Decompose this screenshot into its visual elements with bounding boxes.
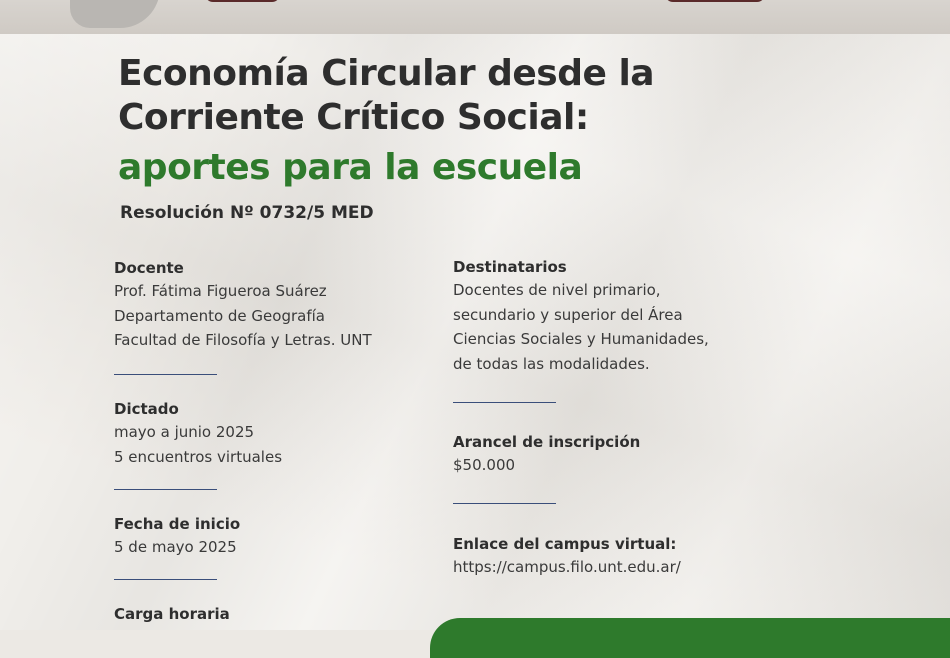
page-title (118, 52, 654, 140)
destinatarios-line: secundario y superior del Área (453, 305, 683, 324)
campus-link[interactable]: https://campus.filo.unt.edu.ar/ (453, 558, 681, 576)
arancel-section (453, 431, 793, 478)
header-photo (0, 0, 950, 34)
dictado-label: Dictado (114, 400, 179, 418)
divider (114, 374, 217, 375)
resolution-number: Resolución Nº 0732/5 MED (120, 203, 374, 223)
destinatarios-label: Destinatarios (453, 258, 567, 276)
fecha-inicio-label: Fecha de inicio (114, 515, 241, 533)
fecha-inicio-line: 5 de mayo 2025 (114, 538, 237, 556)
dictado-section (114, 398, 454, 469)
divider (114, 579, 217, 580)
docente-section (114, 257, 454, 353)
docente-label: Docente (114, 259, 184, 277)
destinatarios-line: Docentes de nivel primario, (453, 281, 661, 299)
green-footer-shape (430, 618, 950, 658)
dictado-line: mayo a junio 2025 (114, 423, 255, 441)
arancel-value: $50.000 (453, 456, 516, 474)
carga-horaria-section (114, 603, 454, 625)
arancel-label: Arancel de inscripción (453, 433, 641, 451)
docente-line: Facultad de Filosofía y Letras. UNT (114, 331, 372, 349)
carga-horaria-label: Carga horaria (114, 605, 230, 623)
title-line-1: Economía Circular desde la (118, 53, 655, 94)
fecha-inicio-section (114, 513, 454, 560)
photo-cup-right (665, 0, 765, 2)
divider (114, 489, 217, 490)
docente-line: Prof. Fátima Figueroa Suárez (114, 282, 327, 300)
destinatarios-section (453, 256, 793, 376)
photo-cup-left (205, 0, 280, 2)
divider (453, 402, 556, 403)
docente-line: Departamento de Geografía (114, 306, 325, 325)
photo-hand-shape (70, 0, 160, 28)
enlace-label: Enlace del campus virtual: (453, 535, 677, 553)
title-line-2: Corriente Crítico Social: (118, 97, 589, 138)
page-subtitle: aportes para la escuela (118, 147, 583, 188)
enlace-section (453, 533, 793, 580)
destinatarios-line: de todas las modalidades. (453, 354, 650, 373)
destinatarios-line: Ciencias Sociales y Humanidades, (453, 330, 709, 348)
dictado-line: 5 encuentros virtuales (114, 447, 283, 466)
divider (453, 503, 556, 504)
